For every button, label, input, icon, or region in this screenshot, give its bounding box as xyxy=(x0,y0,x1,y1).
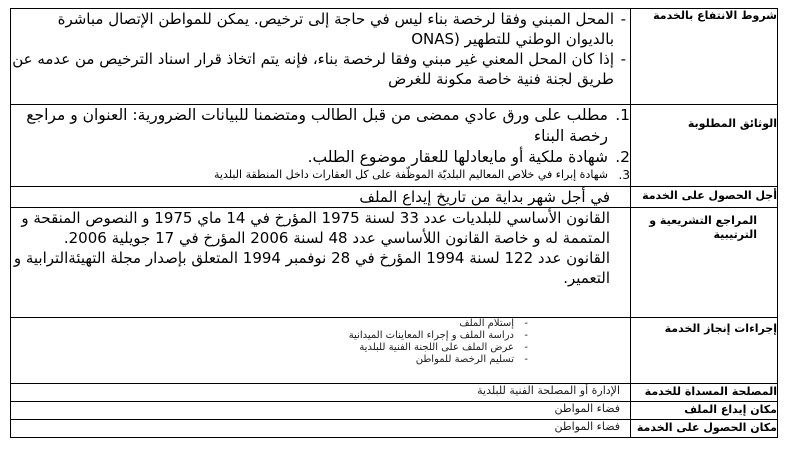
label-procedures: إجراءات إنجاز الخدمة xyxy=(631,318,778,384)
label-conditions: شروط الانتفاع بالخدمة xyxy=(631,9,778,105)
procedure-item: - إستلام الملف xyxy=(11,318,530,330)
row-department xyxy=(11,384,778,402)
service-info-table xyxy=(10,8,778,438)
label-legal: المراجع التشريعية و الترتيبية xyxy=(631,208,778,318)
row-documents xyxy=(11,105,778,187)
value-conditions xyxy=(11,9,631,105)
row-conditions xyxy=(11,9,778,105)
label-obtain-place: مكان الحصول على الخدمة xyxy=(631,420,778,438)
value-documents xyxy=(11,105,631,187)
procedure-item: - عرض الملف على اللجنة الفنية للبلدية xyxy=(11,342,530,354)
label-department: المصلحة المسداة للخدمة xyxy=(631,384,778,402)
label-submission-place: مكان إيداع الملف xyxy=(631,402,778,420)
legal-reference: القانون عدد 122 لسنة 1994 المؤرخ في 28 نوفمبر 1994 المتعلق بإصدار مجلة التهيئةالترابية و التعمير. xyxy=(13,249,610,287)
value-obtain-place: فضاء المواطن xyxy=(11,420,631,438)
row-submission-place xyxy=(11,402,778,420)
row-procedures xyxy=(11,318,778,384)
value-department: الإدارة أو المصلحة الفنية للبلدية xyxy=(11,384,631,402)
document-item: 3. شهادة إبراء في خلاص المعاليم البلديّة الموظّفة على كل العقارات داخل المنطقة البلدية xyxy=(213,168,630,182)
condition-item: - المحل المبني وفقا لرخصة بناء ليس في حاجة إلى ترخيص. يمكن للمواطن الإتصال مباشرة بالديوان الوطني للتطهير (ONAS xyxy=(11,9,630,49)
value-submission-place: فضاء المواطن xyxy=(11,402,631,420)
condition-item: - إذا كان المحل المعني غير مبني وفقا لرخصة بناء، فإنه يتم اتخاذ قرار اسناد الترخيص من عدمه عن طريق لجنة فنية خاصة مكونة للغرض xyxy=(11,49,630,89)
row-obtain-place xyxy=(11,420,778,438)
procedure-item: - دراسة الملف و إجراء المعاينات الميدانية xyxy=(11,330,530,342)
value-legal xyxy=(11,208,631,318)
row-delay xyxy=(11,187,778,208)
row-legal xyxy=(11,208,778,318)
legal-reference: القانون الأساسي للبلديات عدد 33 لسنة 1975 المؤرخ في 14 ماي 1975 و النصوص المنقحة و المتممة له و خاصة القانون اللأساسي عدد 48 لسنة 2006 المؤرخ في 17 جويلية 2006. xyxy=(21,209,610,247)
value-procedures xyxy=(11,318,631,384)
value-delay: في أجل شهر بداية من تاريخ إيداع الملف xyxy=(11,187,631,208)
document-item: 2. شهادة ملكية أو مايعادلها للعقار موضوع الطلب. xyxy=(307,148,630,166)
document-item: 1. مطلب على ورق عادي ممضى من قبل الطالب ومتضمنا للبيانات الضرورية: العنوان و مراجع رخصة البناء xyxy=(26,106,630,145)
label-delay: أجل الحصول على الخدمة xyxy=(631,187,778,208)
label-documents: الوثائق المطلوبة xyxy=(631,105,778,187)
procedure-item: - تسليم الرخصة للمواطن xyxy=(11,354,530,366)
